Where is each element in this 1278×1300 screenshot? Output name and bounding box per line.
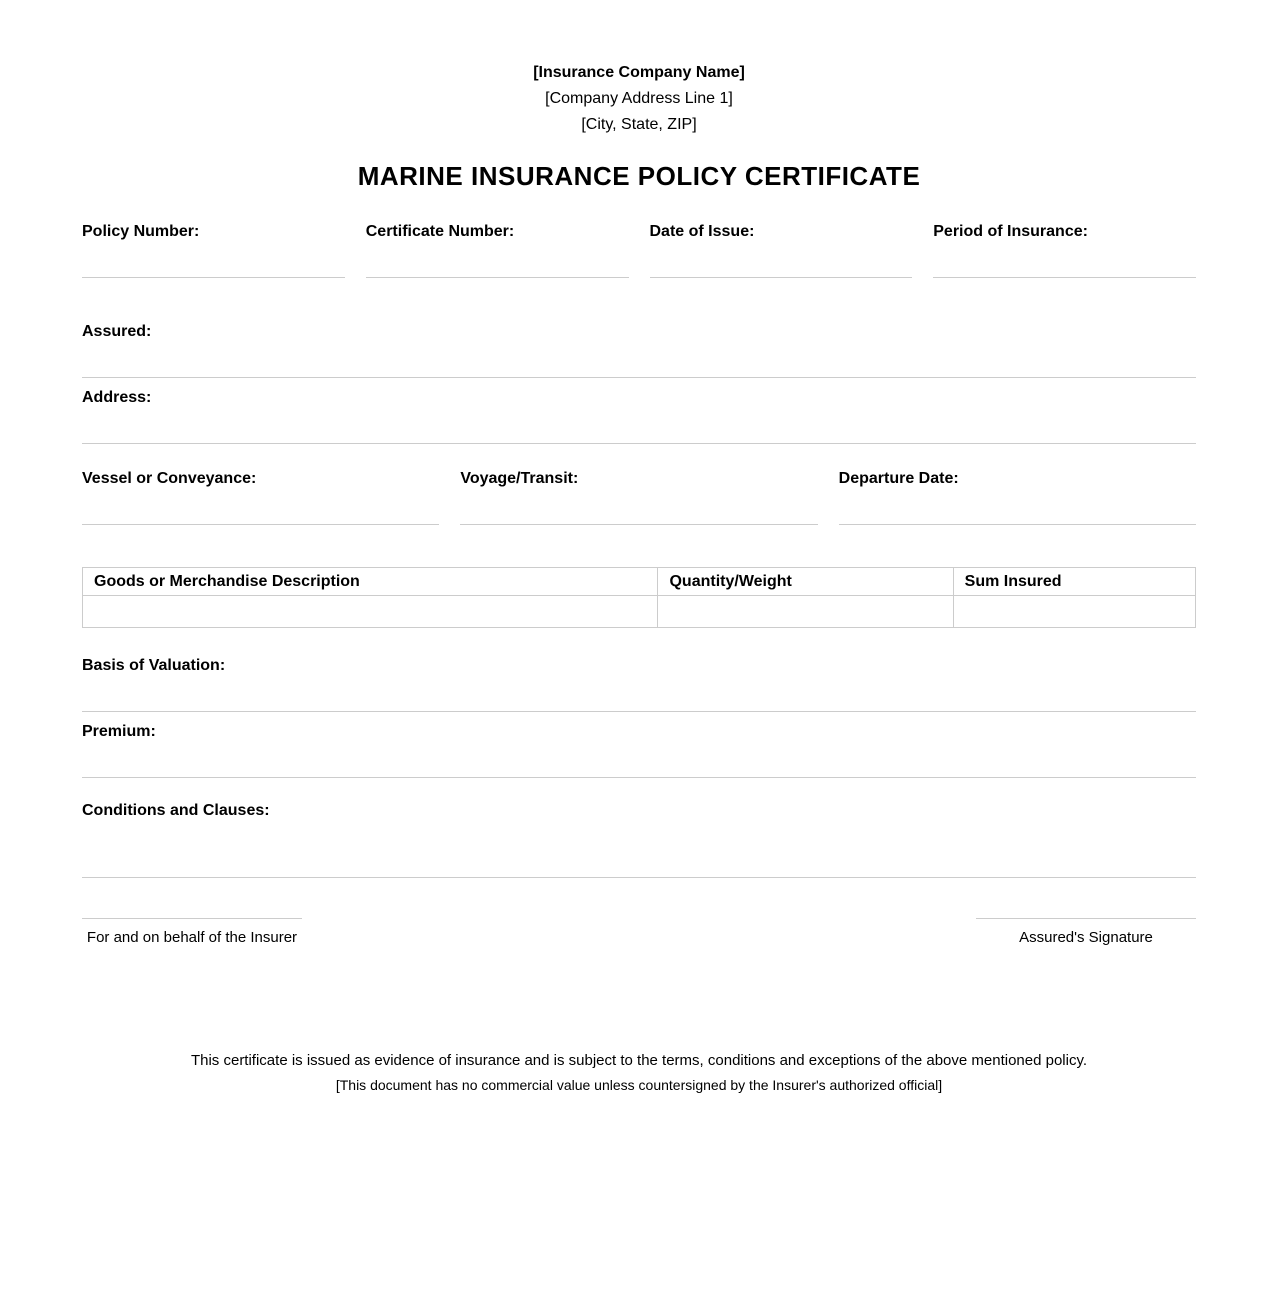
quantity-weight-header: Quantity/Weight <box>658 568 953 596</box>
assured-label: Assured: <box>82 323 152 340</box>
insurer-signature-line[interactable] <box>82 918 302 919</box>
sum-insured-cell[interactable] <box>953 596 1195 628</box>
certificate-number-label: Certificate Number: <box>365 223 515 240</box>
footer-countersign-note: [This document has no commercial value unless countersigned by the Insurer's authorized official] <box>335 1077 943 1093</box>
signature-row <box>82 918 1196 947</box>
period-of-insurance-label: Period of Insurance: <box>933 223 1088 240</box>
departure-date-input-line[interactable] <box>839 524 1196 525</box>
voyage-transit-label: Voyage/Transit: <box>460 470 579 487</box>
goods-table <box>82 567 1196 628</box>
departure-date-field <box>839 470 1196 525</box>
period-of-insurance-field <box>933 223 1196 278</box>
quantity-weight-cell[interactable] <box>658 596 953 628</box>
page-title: MARINE INSURANCE POLICY CERTIFICATE <box>357 161 921 191</box>
voyage-info-row <box>82 470 1196 525</box>
premium-label: Premium: <box>82 723 156 740</box>
goods-description-header: Goods or Merchandise Description <box>83 568 658 596</box>
assured-field <box>82 323 1196 378</box>
premium-field <box>82 723 1196 778</box>
address-input-line[interactable] <box>82 443 1196 444</box>
premium-input-line[interactable] <box>82 777 1196 778</box>
period-of-insurance-input-line[interactable] <box>933 277 1196 278</box>
goods-table-header-row <box>83 568 1196 596</box>
policy-number-field <box>82 223 345 278</box>
address-field <box>82 389 1196 444</box>
basis-of-valuation-label: Basis of Valuation: <box>82 657 226 674</box>
insurer-signature-block <box>82 918 302 947</box>
address-label: Address: <box>82 389 152 406</box>
policy-number-input-line[interactable] <box>82 277 345 278</box>
letterhead <box>82 60 1196 138</box>
vessel-or-conveyance-input-line[interactable] <box>82 524 439 525</box>
footer <box>82 1052 1196 1094</box>
policy-number-label: Policy Number: <box>82 223 200 240</box>
conditions-and-clauses-field <box>82 802 1196 878</box>
vessel-or-conveyance-field <box>82 470 439 525</box>
footer-disclaimer: This certificate is issued as evidence of insurance and is subject to the terms, conditions and exceptions of the above mentioned policy. <box>190 1052 1088 1069</box>
sum-insured-header: Sum Insured <box>953 568 1195 596</box>
departure-date-label: Departure Date: <box>838 470 959 487</box>
voyage-transit-field <box>460 470 817 525</box>
date-of-issue-label: Date of Issue: <box>649 223 755 240</box>
conditions-and-clauses-label: Conditions and Clauses: <box>82 802 270 819</box>
company-name: [Insurance Company Name] <box>533 64 745 81</box>
certificate-number-field <box>366 223 629 278</box>
voyage-transit-input-line[interactable] <box>460 524 817 525</box>
company-address-line-2: [City, State, ZIP] <box>581 116 697 133</box>
goods-description-cell[interactable] <box>83 596 658 628</box>
conditions-and-clauses-input-line[interactable] <box>82 877 1196 878</box>
date-of-issue-field <box>650 223 913 278</box>
assured-input-line[interactable] <box>82 377 1196 378</box>
assured-signature-caption: Assured's Signature <box>1019 929 1153 946</box>
certificate-number-input-line[interactable] <box>366 277 629 278</box>
assured-signature-line[interactable] <box>976 918 1196 919</box>
company-address-line-1: [Company Address Line 1] <box>545 90 733 107</box>
vessel-or-conveyance-label: Vessel or Conveyance: <box>82 470 257 487</box>
basis-of-valuation-input-line[interactable] <box>82 711 1196 712</box>
table-row <box>83 596 1196 628</box>
basis-of-valuation-field <box>82 657 1196 712</box>
assured-signature-block <box>976 918 1196 947</box>
insurer-signature-caption: For and on behalf of the Insurer <box>86 929 298 946</box>
policy-info-row <box>82 223 1196 278</box>
date-of-issue-input-line[interactable] <box>650 277 913 278</box>
